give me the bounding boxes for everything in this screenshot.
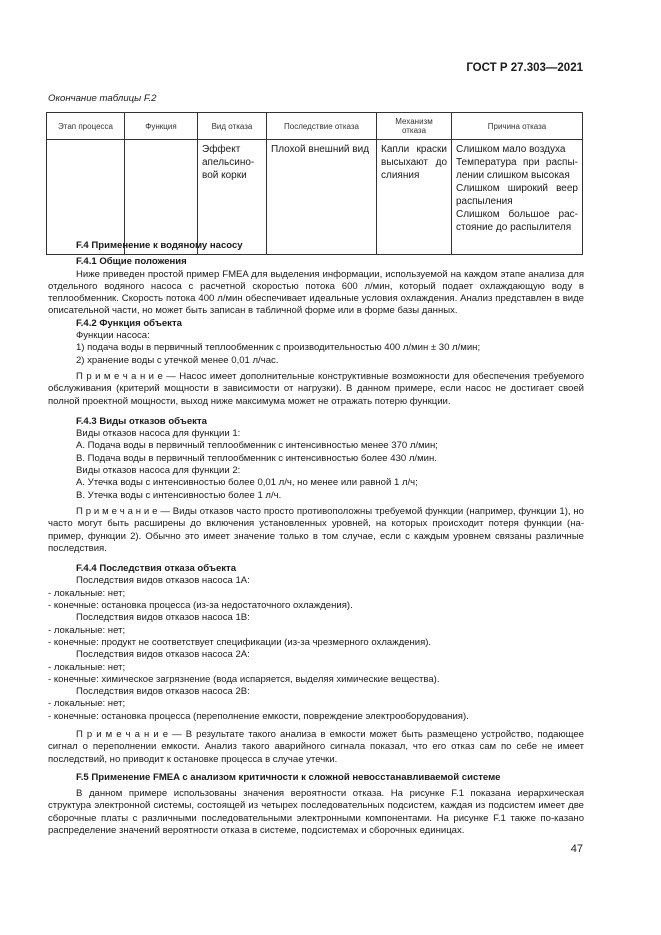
note-text: — Насос имеет дополнительные конструктивные возможности для обеспечения требуемого обслуживания (критерий мощности в зависимости от нагрузки). В данном примере, если насос не достигает своей полной проектной мощности, выход ниже максимума может не отражать потерю функции. (48, 370, 584, 407)
note-label: П р и м е ч а н и е (76, 728, 169, 740)
list-item: - конечные: остановка процесса (из-за недостаточного охлаждения). (48, 600, 353, 612)
col-header-mechanism: Механизм отказа (377, 113, 452, 140)
note-f42 (48, 371, 584, 408)
note-f44 (48, 729, 584, 766)
section-title-f5: F.5 Применение FMEA с анализом критичности к сложной невосстанавливаемой системе (76, 771, 501, 783)
section-title-f4: F.4 Применение к водяному насосу (76, 240, 243, 251)
list-item: В. Подача воды в первичный теплообменник с интенсивностью более 430 л/мин. (76, 452, 437, 464)
col-header-cause: Причина отказа (452, 113, 583, 140)
list-item: - конечные: остановка процесса (переполнение емкости, повреждение электрооборудования). (48, 710, 469, 722)
subsection-title-f42: F.4.2 Функция объекта (76, 317, 182, 329)
paragraph-f41: Ниже приведен простой пример FMEA для выделения информации, используемой на каждом этапе анализа для отдельного водяного насоса с расчетной скоростью потока 600 л/мин, который подает охлаждающую воду в теплообменник. Скорость потока 400 л/мин обеспечивает идеальные условия охлаждения. Анализ представлен в виде описательной части, но может быть записан в табличной форме или в форме базы данных. (48, 268, 584, 317)
table-caption: Окончание таблицы F.2 (48, 93, 157, 104)
col-header-failure-mode: Вид отказа (198, 113, 267, 140)
col-header-effect: Последствие отказа (267, 113, 377, 140)
note-f43 (48, 506, 584, 555)
list-item: - локальные: нет; (48, 661, 126, 673)
subsection-title-f41: F.4.1 Общие положения (76, 256, 187, 268)
list-item: Виды отказов насоса для функции 2: (76, 465, 241, 477)
list-item: 1) подача воды в первичный теплообменник с производительностью 400 л/мин ± 30 л/мин; (76, 342, 481, 354)
note-text: — В результате такого анализа в емкости может быть размещено устройство, подающее сигнал о переполнении емкости. Анализ такого аварийного сигнала показал, что его отказ сам по себе не имеет последствий, но приводит к остановке процесса в случае утечки. (48, 728, 584, 765)
note-text: — Виды отказов часто просто противоположны требуемой функции (например, функции 1), но часто могут быть расширены до включения установленных уровней, на которых происходит потеря функции (на-пример, функции 2). Обычно это имеет значение только в том случае, если с каждым уровнем связаны различные последствия. (48, 505, 584, 554)
col-header-function: Функция (125, 113, 198, 140)
list-item: - конечные: химическое загрязнение (вода испаряется, выделяя химические вещества). (48, 673, 440, 685)
list-item: - конечные: продукт не соответствует спецификации (из-за чрезмерного охлаждения). (48, 636, 432, 648)
cell-mechanism: Капли краски высыхают до слияния (377, 140, 452, 255)
list-item: А. Подача воды в первичный теплообменник с интенсивностью менее 370 л/мин; (76, 440, 438, 452)
cell-failure-mode: Эффект апельсино-вой корки (198, 140, 267, 255)
list-item: Функции насоса: (76, 330, 150, 342)
col-header-stage: Этап процесса (47, 113, 125, 140)
list-item: - локальные: нет; (48, 698, 126, 710)
list-item: - локальные: нет; (48, 587, 126, 599)
standard-header: ГОСТ Р 27.303—2021 (466, 62, 583, 74)
list-item: В. Утечка воды с интенсивностью более 1 л/ч. (76, 489, 282, 501)
list-item: 2) хранение воды с утечкой менее 0,01 л/час. (76, 354, 279, 366)
list-item: А. Утечка воды с интенсивностью более 0,01 л/ч, но менее или равной 1 л/ч; (76, 477, 418, 489)
page-number: 47 (570, 843, 583, 855)
list-item: Последствия видов отказов насоса 2В: (76, 686, 250, 698)
table-header-row (47, 113, 583, 140)
paragraph-f5: В данном примере использованы значения вероятности отказа. На рисунке F.1 показана иерархическая структура электронной системы, состоящей из четырех последовательных подсистем, каждая из подсистем имеет две сборочные платы с различными последовательными электронными компонентами. На рисунке F.1 также по-казано распределение значений вероятности отказа в системе, подсистемах и сборочных единицах. (48, 788, 584, 837)
main-text (48, 240, 584, 837)
note-label: П р и м е ч а н и е (76, 370, 163, 382)
cell-function (125, 140, 198, 255)
subsection-title-f43: F.4.3 Виды отказов объекта (76, 415, 207, 427)
cell-cause: Слишком мало воздуха Температура при распы-лении слишком высокая Слишком широкий веер распыления Слишком большое рас-стояние до распылителя (452, 140, 583, 255)
list-item: Виды отказов насоса для функции 1: (76, 428, 241, 440)
note-label: П р и м е ч а н и е (76, 505, 158, 517)
list-item: Последствия видов отказов насоса 2А: (76, 649, 250, 661)
list-item: Последствия видов отказов насоса 1В: (76, 612, 250, 624)
subsection-title-f44: F.4.4 Последствия отказа объекта (76, 563, 237, 575)
cell-stage (47, 140, 125, 255)
fmea-table (46, 112, 583, 255)
list-item: Последствия видов отказов насоса 1А: (76, 575, 250, 587)
cell-effect: Плохой внешний вид (267, 140, 377, 255)
table-row (47, 140, 583, 255)
list-item: - локальные: нет; (48, 624, 126, 636)
